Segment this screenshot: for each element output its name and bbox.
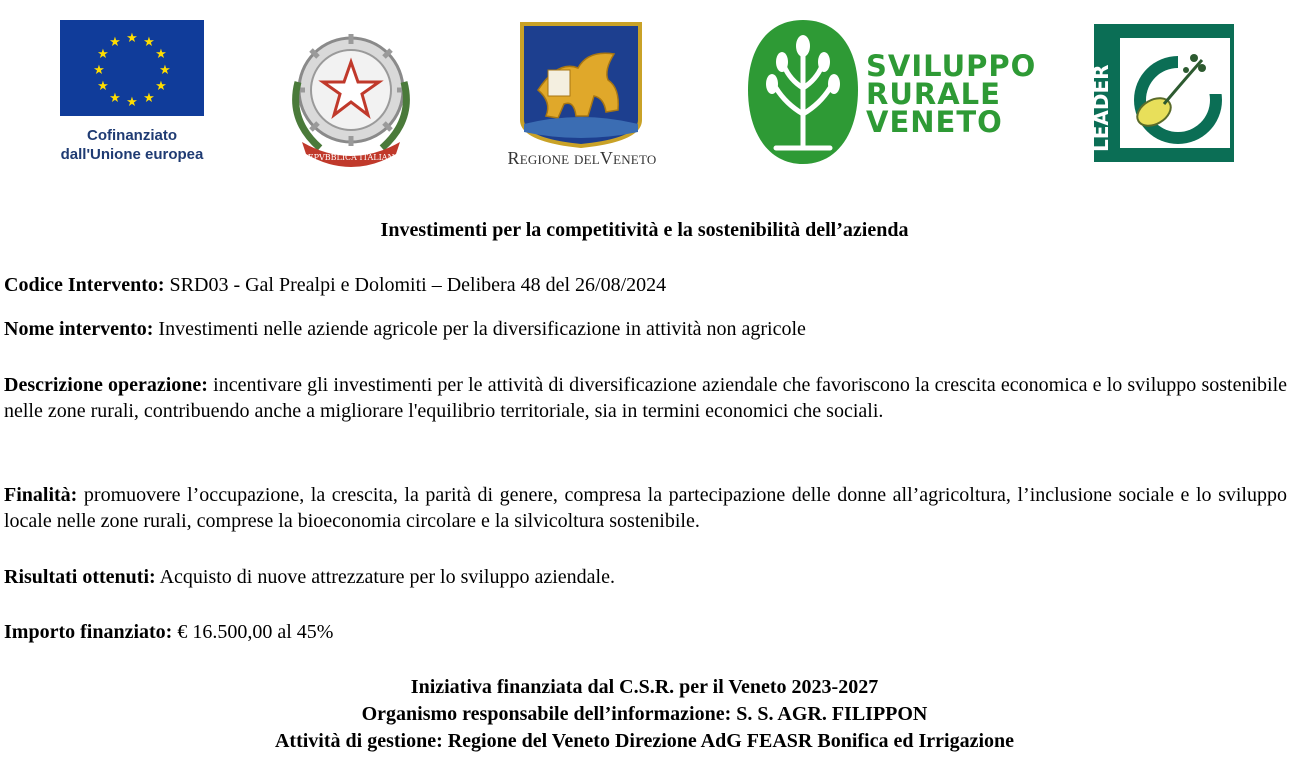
svg-text:★: ★	[126, 31, 138, 46]
svg-text:★: ★	[93, 63, 105, 78]
sviluppo-line: SVILUPPO	[866, 49, 1037, 83]
field-value: incentivare gli investimenti per le attività di diversificazione aziendale che favoriscono la crescita economica e lo sviluppo sostenibile nelle zone rurali, contribuendo anche a migliorare l'equilibrio territoriale, sia in termini economici che sociali.	[4, 374, 1287, 422]
svg-text:★: ★	[109, 35, 121, 50]
svg-text:★: ★	[155, 47, 167, 62]
page-title: Investimenti per la competitività e la sostenibilità dell’azienda	[380, 219, 909, 241]
field-finalita	[4, 482, 1287, 534]
leader-logo	[1089, 24, 1234, 162]
field-label: Risultati ottenuti:	[4, 566, 156, 588]
svg-text:★: ★	[97, 79, 109, 94]
regione-veneto-caption: Regione delVeneto	[507, 148, 657, 168]
footer-management-line: Attività di gestione: Regione del Veneto Direzione AdG FEASR Bonifica ed Irrigazione	[274, 730, 1015, 752]
logo-bar	[0, 0, 1289, 205]
eu-flag-logo	[60, 20, 204, 116]
field-nome-intervento	[4, 316, 1287, 342]
sviluppo-rurale-tree-logo	[746, 18, 860, 166]
sviluppo-rurale-wordmark	[866, 49, 1037, 139]
svg-text:REPVBBLICA ITALIANA: REPVBBLICA ITALIANA	[301, 153, 401, 162]
eu-caption-line2: dall'Unione europea	[60, 146, 204, 163]
field-descrizione-operazione	[4, 372, 1287, 424]
regione-veneto-lion-emblem	[518, 20, 644, 148]
svg-text:★: ★	[143, 91, 155, 106]
field-risultati-ottenuti	[4, 564, 1287, 590]
field-label: Nome intervento:	[4, 318, 154, 340]
field-label: Finalità:	[4, 484, 78, 506]
rurale-line: RURALE	[866, 77, 1001, 111]
svg-text:★: ★	[159, 63, 171, 78]
footer-information-line: Organismo responsabile dell’informazione: S. S. AGR. FILIPPON	[361, 703, 928, 725]
field-value: Investimenti nelle aziende agricole per la diversificazione in attività non agricole	[158, 318, 806, 340]
svg-text:★: ★	[143, 35, 155, 50]
eu-caption-line1: Cofinanziato	[87, 127, 177, 144]
field-codice-intervento	[4, 272, 1287, 298]
svg-text:★: ★	[97, 47, 109, 62]
italian-republic-emblem	[280, 20, 422, 170]
field-value: SRD03 - Gal Prealpi e Dolomiti – Delibera 48 del 26/08/2024	[169, 274, 667, 296]
field-label: Codice Intervento:	[4, 274, 165, 296]
field-importo-finanziato	[4, 619, 1287, 645]
field-value: Acquisto di nuove attrezzature per lo sviluppo aziendale.	[159, 566, 615, 588]
veneto-line: VENETO	[866, 105, 1003, 139]
svg-text:★: ★	[126, 95, 138, 110]
svg-text:★: ★	[109, 91, 121, 106]
svg-text:★: ★	[155, 79, 167, 94]
eu-caption	[40, 126, 224, 164]
footer-financing-line: Iniziativa finanziata dal C.S.R. per il Veneto 2023-2027	[410, 676, 879, 698]
field-value: € 16.500,00 al 45%	[177, 621, 334, 643]
field-value: promuovere l’occupazione, la crescita, la parità di genere, compresa la partecipazione delle donne all’agricoltura, l’inclusione sociale e lo sviluppo locale nelle zone rurali, comprese la bioeconomia circolare e la silvicoltura sostenibile.	[4, 484, 1287, 532]
field-label: Importo finanziato:	[4, 621, 173, 643]
field-label: Descrizione operazione:	[4, 374, 208, 396]
svg-text:LEADER: LEADER	[1089, 64, 1113, 152]
